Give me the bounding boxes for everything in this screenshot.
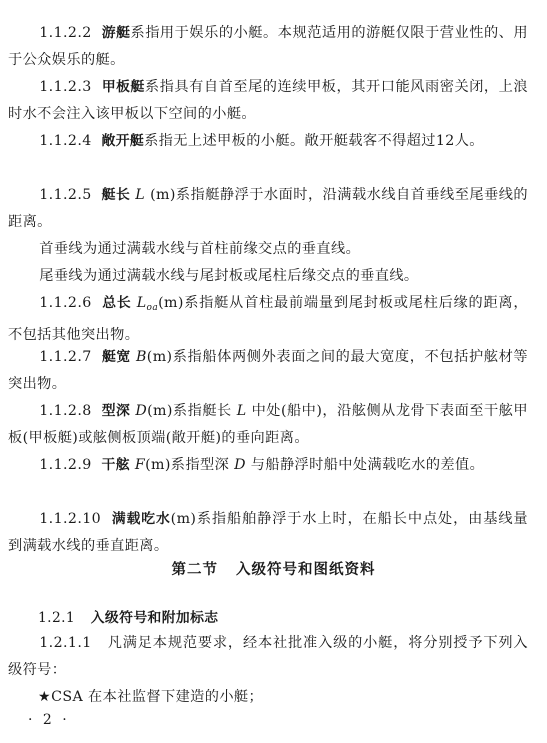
symbol-l: L [136,295,147,311]
subsection-heading [38,606,219,626]
clause-number: 1.1.2.8 [39,403,92,419]
page-number: · 2 · [28,712,70,728]
term-open-boat: 敞开艇 [101,133,145,149]
definition-text: 系指具有自首至尾的连续甲板，其开口能风雨密关闭，上浪时水不会注入该甲板以下空间的小艇。 [8,79,529,122]
definition-text: (m)系指艇长 [147,403,232,419]
symbol-d: D [135,403,148,419]
symbol-l: L [236,403,247,419]
definition-freeboard [8,452,528,479]
definition-text: (m)系指型深 [145,457,230,473]
term-yacht: 游艇 [101,25,131,41]
clause-number: 1.1.2.5 [39,187,92,203]
note-text: 首垂线为通过满载水线与首柱前缘交点的垂直线。 [39,241,361,257]
symbol-b: B [135,349,147,365]
term-length: 艇长 [101,187,131,203]
clause-number: 1.1.2.10 [39,511,102,527]
subsection-number: 1.2.1 [38,610,76,626]
symbol-f: F [134,457,146,473]
term-full-load-draught: 满载吃水 [111,511,171,527]
note-aft-perpendicular [8,263,528,290]
definition-text: 与船静浮时船中处满载吃水的差值。 [250,457,485,473]
symbol-subscript: oa [146,303,159,313]
definition-length [8,182,528,236]
clause-text: 凡满足本规范要求，经本社批准入级的小艇，将分别授予下列入级符号： [8,635,528,678]
clause-class-notation [8,630,528,684]
definition-decked-boat [8,74,528,128]
clause-number: 1.2.1.1 [39,635,92,651]
clause-number: 1.1.2.6 [39,295,92,311]
note-text: 尾垂线为通过满载水线与尾封板或尾柱后缘交点的垂直线。 [39,268,419,284]
symbol-d: D [234,457,246,473]
definition-text: 系指无上述甲板的小艇。敞开艇载客不得超过12人。 [144,133,484,149]
definition-text: 系指用于娱乐的小艇。本规范适用的游艇仅限于营业性的、用于公众娱乐的艇。 [8,25,528,68]
definition-text: (m)系指艇从首柱最前端量到尾封板或尾柱后缘的距离，不包括其他突出物。 [8,295,528,343]
definition-text: (m)系指艇静浮于水面时，沿满载水线自首垂线至尾垂线的距离。 [8,187,528,230]
definition-open-boat [8,128,528,155]
clause-number: 1.1.2.3 [39,79,92,95]
section-label: 第二节 [171,562,218,578]
definition-breadth [8,344,528,398]
section-heading [0,558,547,579]
definition-text: 中处(船中)，沿舷侧从龙骨下表面至干舷甲板(甲板艇)或舷侧板顶端(敞开艇)的垂向距离。 [8,403,528,446]
definition-text: (m)系指船体两侧外表面之间的最大宽度，不包括护舷材等突出物。 [8,349,528,392]
term-decked-boat: 甲板艇 [101,79,145,95]
clause-number: 1.1.2.9 [39,457,92,473]
definition-length-overall [8,290,528,349]
symbol-l: L [135,187,146,203]
term-length-overall: 总长 [102,295,132,311]
subsection-title: 入级符号和附加标志 [90,610,219,626]
clause-number: 1.1.2.2 [39,25,92,41]
notation-text: ★CSA 在本社监督下建造的小艇； [38,689,264,705]
note-forward-perpendicular [8,236,528,263]
definition-yacht [8,20,528,74]
term-depth: 型深 [101,403,131,419]
clause-number: 1.1.2.7 [39,349,92,365]
definition-text: (m)系指船舶静浮于水上时，在船长中点处，由基线量到满载水线的垂直距离。 [8,511,528,554]
term-freeboard: 干舷 [101,457,130,473]
definition-depth [8,398,528,452]
notation-csa [38,684,528,711]
definition-full-load-draught [8,506,528,560]
term-breadth: 艇宽 [101,349,131,365]
section-title: 入级符号和图纸资料 [236,562,376,578]
clause-number: 1.1.2.4 [39,133,92,149]
